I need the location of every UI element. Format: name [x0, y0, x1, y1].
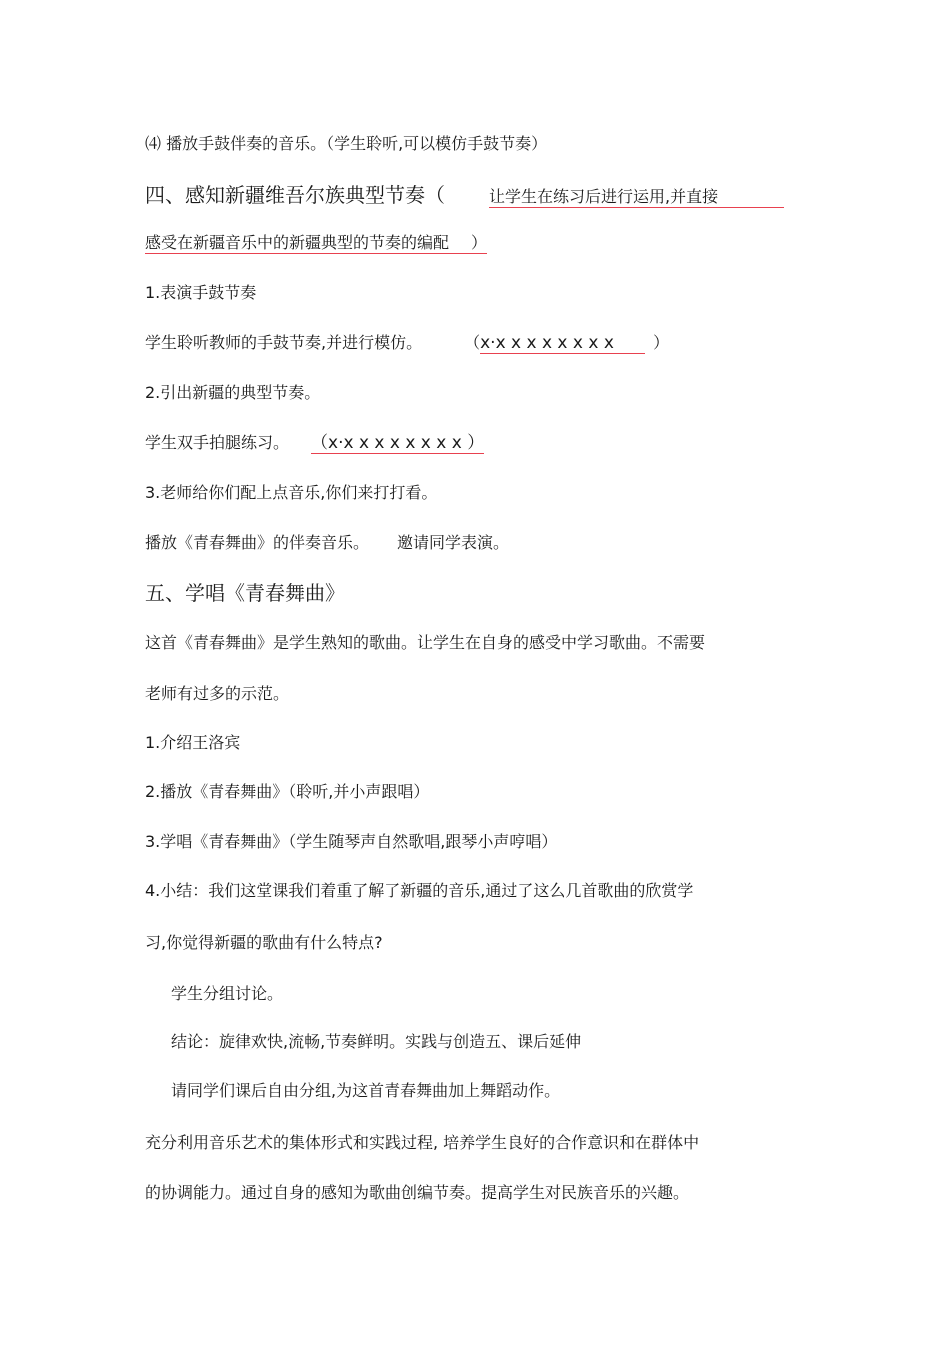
play-music-line: 播放《青春舞曲》的伴奏音乐。 邀请同学表演。	[145, 533, 510, 552]
clapping-practice-line	[145, 433, 484, 454]
step-3-heading: 3.老师给你们配上点音乐,你们来打打看。	[145, 483, 438, 502]
paragraph-line: 请同学们课后自由分组,为这首青春舞曲加上舞蹈动作。	[171, 1081, 561, 1100]
rhythm-imitation-line: 学生聆听教师的手鼓节奏,并进行模仿。 （x·x x x x x x x x ）	[145, 333, 670, 353]
section-four-note-line2	[145, 233, 487, 254]
paragraph-line: 这首《青春舞曲》是学生熟知的歌曲。让学生在自身的感受中学习歌曲。不需要	[145, 633, 706, 652]
section-four-note-part1: 让学生在练习后进行运用,并直接	[489, 187, 784, 208]
section-four-title: 四、感知新疆维吾尔族典型节奏（	[145, 183, 445, 207]
paragraph-line: 学生分组讨论。	[171, 984, 284, 1003]
list-item: 2.播放《青春舞曲》（聆听,并小声跟唱）	[145, 782, 430, 801]
paragraph-line: 的协调能力。通过自身的感知为歌曲创编节奏。提高学生对民族音乐的兴趣。	[145, 1183, 690, 1202]
list-item: 4.小结：我们这堂课我们着重了解了新疆的音乐,通过了这么几首歌曲的欣赏学	[145, 881, 694, 900]
paragraph-line: ⑷ 播放手鼓伴奏的音乐。（学生聆听,可以模仿手鼓节奏）	[145, 134, 548, 153]
paragraph-line: 老师有过多的示范。	[145, 684, 290, 703]
step-1-heading: 1.表演手鼓节奏	[145, 283, 257, 302]
paragraph-line: 结论：旋律欢快,流畅,节奏鲜明。实践与创造五、课后延伸	[171, 1032, 582, 1051]
step-2-heading: 2.引出新疆的典型节奏。	[145, 383, 321, 402]
section-four-title-line	[145, 182, 784, 208]
paragraph-line: 充分利用音乐艺术的集体形式和实践过程, 培养学生良好的合作意识和在群体中	[145, 1133, 700, 1152]
rhythm-imitation-text: 学生聆听教师的手鼓节奏,并进行模仿。	[145, 333, 423, 352]
paragraph-line: 习,你觉得新疆的歌曲有什么特点?	[145, 933, 383, 952]
rhythm-pattern: （x·x x x x x x x x ）	[311, 433, 485, 453]
section-four-note-part2: 感受在新疆音乐中的新疆典型的节奏的编配 ）	[145, 233, 488, 252]
section-five-title: 五、学唱《青春舞曲》	[145, 581, 345, 605]
list-item: 3.学唱《青春舞曲》（学生随琴声自然歌唱,跟琴小声哼唱）	[145, 832, 558, 851]
clapping-practice-text: 学生双手拍腿练习。	[145, 433, 290, 452]
rhythm-pattern: x·x x x x x x x x	[480, 333, 645, 354]
list-item: 1.介绍王洛宾	[145, 733, 241, 752]
